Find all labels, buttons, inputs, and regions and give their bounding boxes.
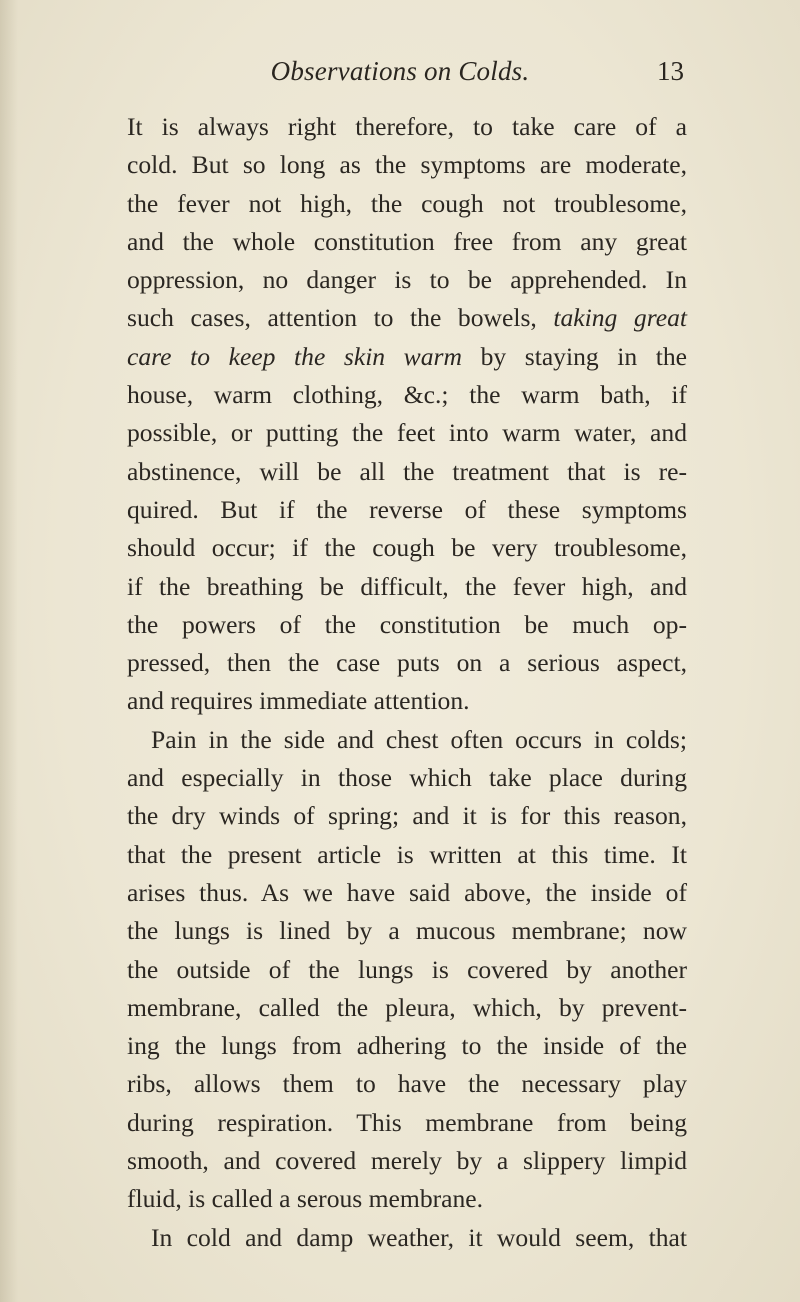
- text-line: ing the lungs from adhering to the inside of the: [127, 1031, 687, 1061]
- italic-phrase: taking great: [553, 303, 687, 333]
- text-line: the powers of the constitution be much op-: [127, 609, 687, 639]
- text-line: the lungs is lined by a mucous membrane; now: [127, 916, 687, 946]
- text-segment: such cases, attention to the bowels,: [127, 303, 537, 333]
- text-line: ribs, allows them to have the necessary play: [127, 1069, 687, 1099]
- text-line: [127, 299, 687, 337]
- text-line: abstinence, will be all the treatment that is re-: [127, 456, 687, 486]
- text-line: during respiration. This membrane from being: [127, 1107, 687, 1137]
- text-line: cold. But so long as the symptoms are moderate,: [127, 150, 687, 180]
- text-line: In cold and damp weather, it would seem, that: [151, 1222, 687, 1252]
- body-text: [127, 108, 687, 1257]
- text-line: oppression, no danger is to be apprehended. In: [127, 265, 687, 295]
- text-line: membrane, called the pleura, which, by prevent-: [127, 992, 687, 1022]
- text-line: smooth, and covered merely by a slippery limpid: [127, 1146, 687, 1176]
- text-line: [127, 338, 687, 376]
- text-line: It is always right therefore, to take care of a: [127, 112, 687, 141]
- italic-phrase: care to keep the skin warm: [127, 341, 462, 371]
- text-line: that the present article is written at this time. It: [127, 839, 687, 869]
- text-line: pressed, then the case puts on a serious aspect,: [127, 648, 687, 678]
- text-line: arises thus. As we have said above, the inside of: [127, 877, 687, 907]
- text-line: Pain in the side and chest often occurs in colds;: [151, 724, 687, 754]
- page-number: 13: [657, 56, 684, 86]
- text-line: the fever not high, the cough not troublesome,: [127, 188, 687, 218]
- text-line: possible, or putting the feet into warm water, and: [127, 418, 687, 448]
- text-line: and the whole constitution free from any great: [127, 226, 687, 256]
- text-line: if the breathing be difficult, the fever high, and: [127, 571, 687, 601]
- text-line: and requires immediate attention.: [127, 686, 470, 716]
- running-title: Observations on Colds.: [270, 56, 530, 86]
- text-line: the outside of the lungs is covered by another: [127, 954, 687, 984]
- text-line: and especially in those which take place during: [127, 763, 687, 793]
- text-line: the dry winds of spring; and it is for this reason,: [127, 801, 687, 831]
- text-segment: by staying in the: [480, 341, 688, 371]
- text-line: fluid, is called a serous membrane.: [127, 1184, 484, 1214]
- text-line: house, warm clothing, &c.; the warm bath, if: [127, 380, 687, 410]
- text-line: quired. But if the reverse of these symptoms: [127, 494, 687, 524]
- text-line: should occur; if the cough be very troublesome,: [127, 533, 687, 563]
- page-edge-shadow: [0, 0, 18, 1302]
- page-header: [0, 56, 800, 96]
